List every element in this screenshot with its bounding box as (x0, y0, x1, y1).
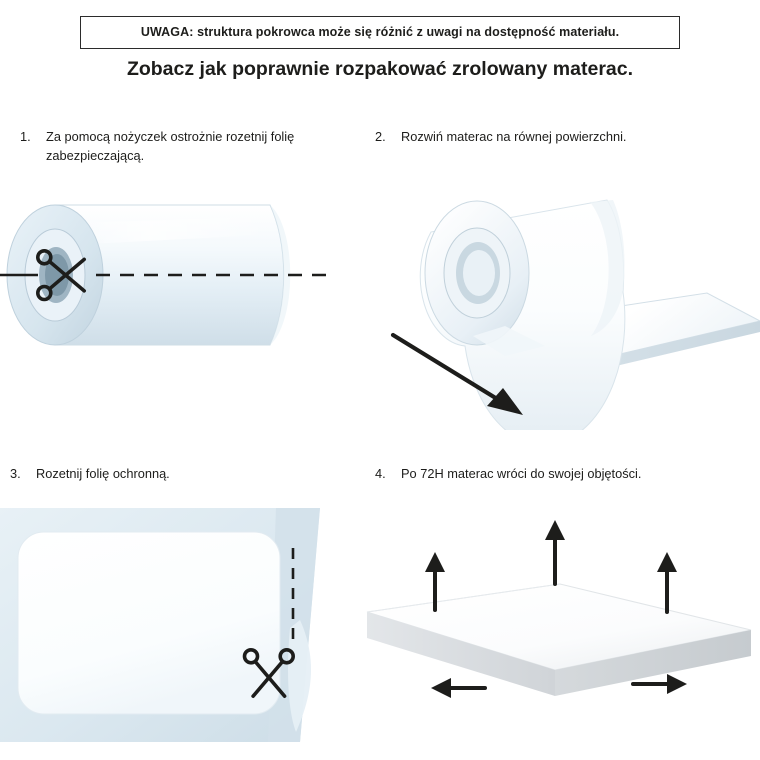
step-4-illustration (355, 500, 760, 750)
flat-mattress (18, 532, 280, 714)
step-4-text: Po 72H materac wróci do swojej objętości. (401, 466, 642, 481)
step-2-illustration (355, 160, 760, 430)
page-title: Zobacz jak poprawnie rozpakować zrolowany materac. (126, 58, 634, 80)
step-2-number: 2. (375, 129, 386, 144)
step-1-text: Za pomocą nożyczek ostrożnie rozetnij folię zabezpieczającą. (46, 129, 295, 163)
rolled-mattress-body-2 (420, 200, 625, 430)
step-4-number: 4. (375, 466, 386, 481)
step-1-caption (20, 128, 330, 165)
step-3-text: Rozetnij folię ochronną. (36, 466, 170, 481)
step-1-illustration (0, 165, 340, 415)
step-2-text: Rozwiń materac na równej powierzchni. (401, 129, 627, 144)
step-4-caption (375, 465, 715, 484)
arrow-up-right (657, 552, 677, 612)
step-3-caption (10, 465, 320, 484)
step-2-caption (375, 128, 715, 147)
step-1-number: 1. (20, 129, 31, 144)
notice-banner: UWAGA: struktura pokrowca może się różnić z uwagi na dostępność materiału. (80, 16, 680, 49)
step-3-illustration (0, 500, 340, 750)
arrow-left (431, 678, 485, 698)
step-3-number: 3. (10, 466, 21, 481)
expanded-mattress-slab (367, 584, 751, 696)
arrow-up-center (545, 520, 565, 584)
